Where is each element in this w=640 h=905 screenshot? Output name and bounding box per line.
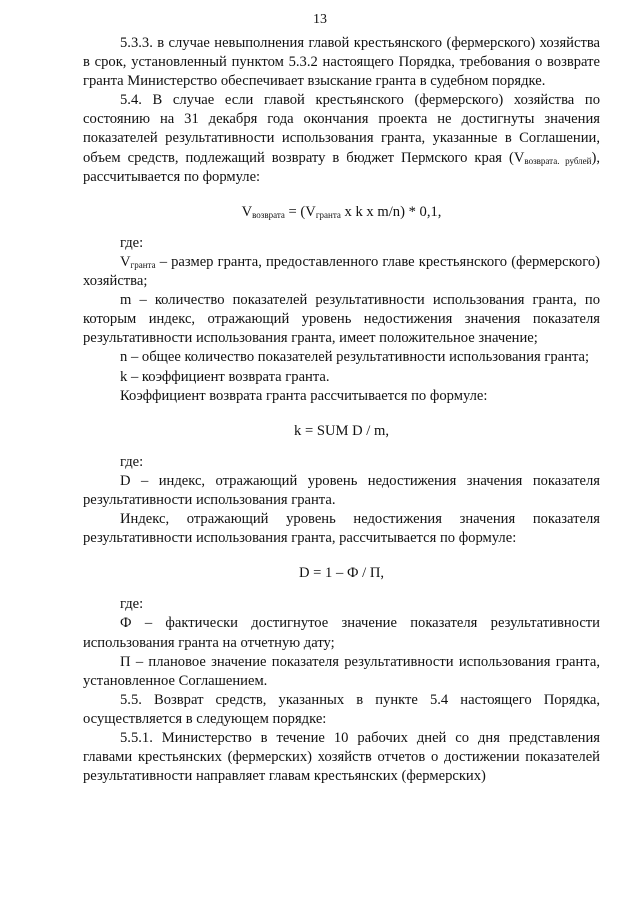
v-grant-text: – размер гранта, предоставленного главе крестьянского (фермерского) хозяйства; [83,253,600,290]
v-grant-subscript: гранта [130,259,156,270]
paragraph-5-5: 5.5. Возврат средств, указанных в пункте 5.4 настоящего Порядка, осуществляется в следующем порядке: [83,691,600,727]
d-intro: Индекс, отражающий уровень недостижения значения показателя результативности использования гранта, рассчитывается по формуле: [83,511,600,547]
formula-v-return [83,187,600,234]
definition-phi: Ф – фактически достигнутое значение показателя результативности использования гранта на отчетную дату; [83,615,600,651]
k-intro: Коэффициент возврата гранта рассчитывается по формуле: [120,387,488,404]
formula-k: k = SUM D / m, [294,422,389,439]
definition-v-grant [83,253,600,291]
document-body [83,34,600,786]
paragraph-5-5-1: 5.5.1. Министерство в течение 10 рабочих дней со дня представления главами крестьянских (фермерских) хозяйств отчетов о достижении показателей результативности направляет главам крестьянских (фермерских) [83,730,600,785]
where-label-2: где: [120,453,144,470]
formula-tail: x k x m/n) * 0,1, [340,203,442,220]
formula-d: D = 1 – Ф / П, [298,565,385,582]
where-label-3: где: [120,596,144,613]
paragraph-5-4-tail: ), рассчитывается по формуле: [83,149,601,185]
definition-k: k – коэффициент возврата гранта. [120,368,330,385]
v-return-subscript: возврата. рублей [524,155,592,166]
definition-m: m – количество показателей результативности использования гранта, по которым индекс, отражающий уровень недостижения значения показателя результативности использования гранта, имеет положительное значение; [83,292,600,347]
formula-sub-return: возврата [252,209,285,220]
formula-sub-grant: гранта [315,209,341,220]
page-number: 13 [313,12,327,27]
definition-d: D – индекс, отражающий уровень недостижения значения показателя результативности использования гранта. [83,472,600,508]
paragraph-5-4-text: 5.4. В случае если главой крестьянского (фермерского) хозяйства по состоянию на 31 декабря года окончания проекта не достигнуты значения показателей результативности использования гранта, указанные в Соглашении, объем средств, подлежащий возврату в бюджет Пермского края (V [83,92,600,166]
definition-pi: П – плановое значение показателя результативности использования гранта, установленное Соглашением. [83,653,600,689]
paragraph-5-4 [83,91,600,186]
v-grant-symbol: V [120,253,131,270]
formula-v-symbol: V [241,203,253,220]
where-label-1: где: [120,234,144,251]
formula-mid: = (V [284,203,316,220]
definition-n: n – общее количество показателей результативности использования гранта; [120,349,590,366]
paragraph-5-3-3: 5.3.3. в случае невыполнения главой крестьянского (фермерского) хозяйства в срок, установленный пунктом 5.3.2 настоящего Порядка, требования о возврате гранта Министерство обеспечивает взыскание гранта в судебном порядке. [83,35,600,90]
